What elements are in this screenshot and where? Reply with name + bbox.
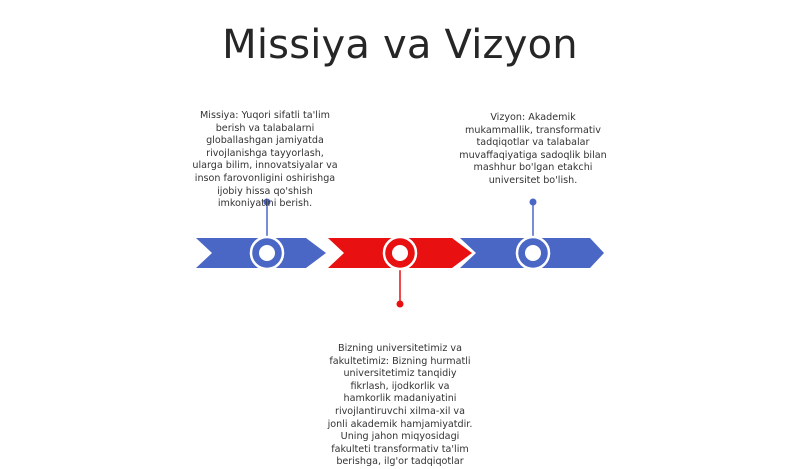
vision-connector-dot: [530, 199, 537, 206]
mission-marker-ring: [257, 243, 277, 263]
vision-text: Vizyon: Akademik mukammallik, transformativ tadqiqotlar va talabalar muvaffaqiyatiga sadoqlik bilan mashhur bo'lgan etakchi universitet bo'lish.: [459, 112, 607, 186]
slide-title: Missiya va Vizyon: [222, 22, 578, 68]
middle-connector-dot: [397, 301, 404, 308]
mission-text: Missiya: Yuqori sifatli ta'lim berish va talabalarni globallashgan jamiyatda rivojlanishga tayyorlash, ularga bilim, innovatsiyalar va inson farovonligini oshirishga ijobiy hissa qo'shish imkoniyatini berish.: [192, 110, 338, 210]
middle-marker-ring: [390, 243, 410, 263]
university-text: Bizning universitetimiz va fakultetimiz: Bizning hurmatli universitetimiz tanqidiy fikrlash, ijodkorlik va hamkorlik madaniyatini rivojlantiruvchi xilma-xil va jonli akademik hamjamiyatdir. Uning jahon miqyosidagi fakulteti transformativ ta'lim berishga, ilg'or tadqiqotlar: [327, 343, 473, 468]
vision-marker-ring: [523, 243, 543, 263]
